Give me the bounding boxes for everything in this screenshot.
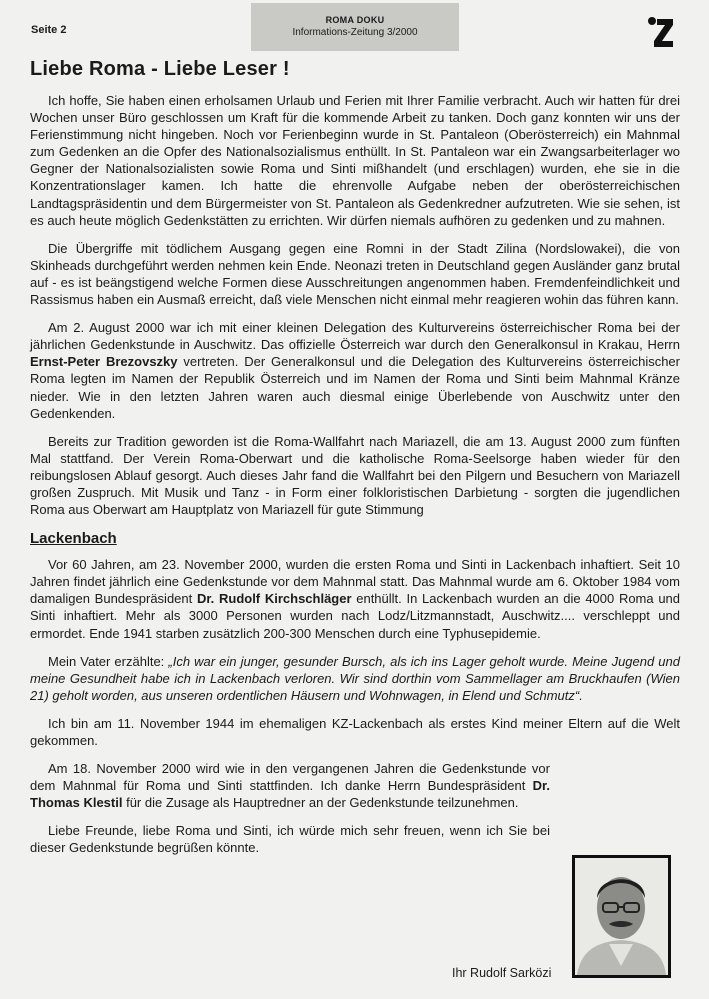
z-logo-icon <box>646 14 676 50</box>
paragraph: Vor 60 Jahren, am 23. November 2000, wurden die ersten Roma und Sinti in Lackenbach inhaftiert. Seit 10 Jahren findet jährlich eine Gedenkstunde vor dem Mahnmal statt. Das Mahnmal wurde am 6. Oktober 1984 vom damaligen Bundespräsident Dr. Rudolf Kirchschläger enthüllt. In Lackenbach wurden an die 4000 Roma und Sinti inhaftiert. Mehr als 3000 Personen wurden nach Lodz/Litzmannstadt, Auschwitz.... verschleppt und ermordet. Ende 1941 starben zusätzlich 200-300 Menschen durch eine Typhusepidemie. <box>30 557 681 641</box>
paragraph: Am 18. November 2000 wird wie in den vergangenen Jahren die Gedenkstunde vor dem Mahnmal für Roma und Sinti stattfinden. Ich danke Herrn Bundespräsident Dr. Thomas Klestil für die Zusage als Hauptredner an der Gedenkstunde teilzunehmen. <box>30 761 550 811</box>
signature: Ihr Rudolf Sarközi <box>452 966 552 980</box>
paragraph: Bereits zur Tradition geworden ist die Roma-Wallfahrt nach Mariazell, die am 13. August 2000 zum fünften Mal stattfand. Der Verein Roma-Oberwart und die katholische Roma-Seelsorge haben wieder für den reibungslosen Ablauf gesorgt. Auch dieses Jahr fand die Wallfahrt bei den Pilgern und Besuchern von Mariazell großen Zuspruch. Mit Musik und Tanz - in Form einer folkloristischen Darbietung - sorgten die jugendlichen Roma aus Oberwart am Hauptplatz von Mariazell für gute Stimmung <box>30 433 680 518</box>
person-name: Ernst-Peter Brezovszky <box>30 354 178 370</box>
quote: „Ich war ein junger, gesunder Bursch, als ich ins Lager geholt wurde. Meine Jugend und meine Gesundheit habe ich in Lackenbach verloren. Wir sind dorthin vom Sammellager am Bruckhaufen (Wien 21) geholt worden, aus unseren ordentlichen Häusern und Wohnwagen, in Elend und Schmutz“. <box>30 653 680 703</box>
paragraph: Mein Vater erzählte: „Ich war ein junger, gesunder Bursch, als ich ins Lager geholt wurde. Meine Jugend und meine Gesundheit habe ich in Lackenbach verloren. Wir sind dorthin vom Sammellager am Bruckhaufen (Wien 21) geholt worden, aus unseren ordentlichen Häusern und Wohnwagen, in Elend und Schmutz“. <box>30 653 680 703</box>
article-title: Liebe Roma - Liebe Leser ! <box>30 58 290 80</box>
portrait-image <box>575 858 668 975</box>
paragraph: Liebe Freunde, liebe Roma und Sinti, ich würde mich sehr freuen, wenn ich Sie bei dieser Gedenkstunde begrüßen könnte. <box>30 823 550 856</box>
author-photo <box>572 855 671 978</box>
paragraph: Am 2. August 2000 war ich mit einer kleinen Delegation des Kulturvereins österreichischer Roma bei der jährlichen Gedenkstunde in Auschwitz. Das offizielle Österreich war durch den Generalkonsul in Krakau, Herrn Ernst-Peter Brezovszky vertreten. Der Generalkonsul und die Delegation des Kulturvereins österreichischer Roma legten im Namen der Republik Österreich und im Namen der Roma und Sinti beim Mahnmal Kränze nieder. Wie in den letzten Jahren waren auch diesmal einige Überlebende von Auschwitz unter den Gedenkenden. <box>30 320 680 421</box>
section-heading: Lackenbach <box>30 530 117 548</box>
page-label: Seite 2 <box>31 24 67 36</box>
masthead-subtitle: Informations-Zeitung 3/2000 <box>292 27 418 38</box>
masthead-brand: ROMA DOKU <box>325 15 385 25</box>
masthead <box>251 3 459 51</box>
person-name: Dr. Thomas Klestil <box>30 778 550 811</box>
paragraph: Ich bin am 11. November 1944 im ehemaligen KZ-Lackenbach als erstes Kind meiner Eltern auf die Welt gekommen. <box>30 715 680 748</box>
paragraph: Ich hoffe, Sie haben einen erholsamen Urlaub und Ferien mit Ihrer Familie verbracht. Auch wir hatten für drei Wochen unser Büro geschlossen um Kraft für die kommende Arbeit zu tanken. Doch ganz konnten wir uns der Ferienstimmung nicht hingeben. Noch vor Ferienbeginn wurde in St. Pantaleon (Oberösterreich) ein Mahnmal zum Gedenken an die Opfer des Nationalsozialismus enthüllt. In St. Pantaleon war ein Zwangsarbeiterlager wo Gegner der Nationalsozialisten sowie Roma und Sinti mißhandelt (und erschlagen) wurden, ehe sie in die Konzentrationslager kamen. Ich hatte die ehrenvolle Aufgabe neben der oberösterreichischen Landtagspräsidentin und dem Bürgermeister von St. Pantaleon als Gedenkredner aufzutreten. Wie sie sehen, ist es auch heute möglich Gedenkstätten zu errichten. Wir dürfen niemals aufhören zu gedenken und zu mahnen. <box>30 93 680 228</box>
person-name: Dr. Rudolf Kirchschläger <box>196 591 352 607</box>
paragraph: Die Übergriffe mit tödlichem Ausgang gegen eine Romni in der Stadt Zilina (Nordslowakei), die von Skinheads durchgeführt werden nehmen kein Ende. Neonazi treten in Deutschland gegen Ausländer ganz brutal auf - es ist beängstigend welche Formen diese Ausschreitungen angenommen haben. Fremdenfeindlichkeit und Rassismus haben ein Ausmaß erreicht, daß viele Menschen nicht einmal mehr reagieren wohin das führen kann. <box>30 240 680 308</box>
article-body <box>30 92 680 868</box>
